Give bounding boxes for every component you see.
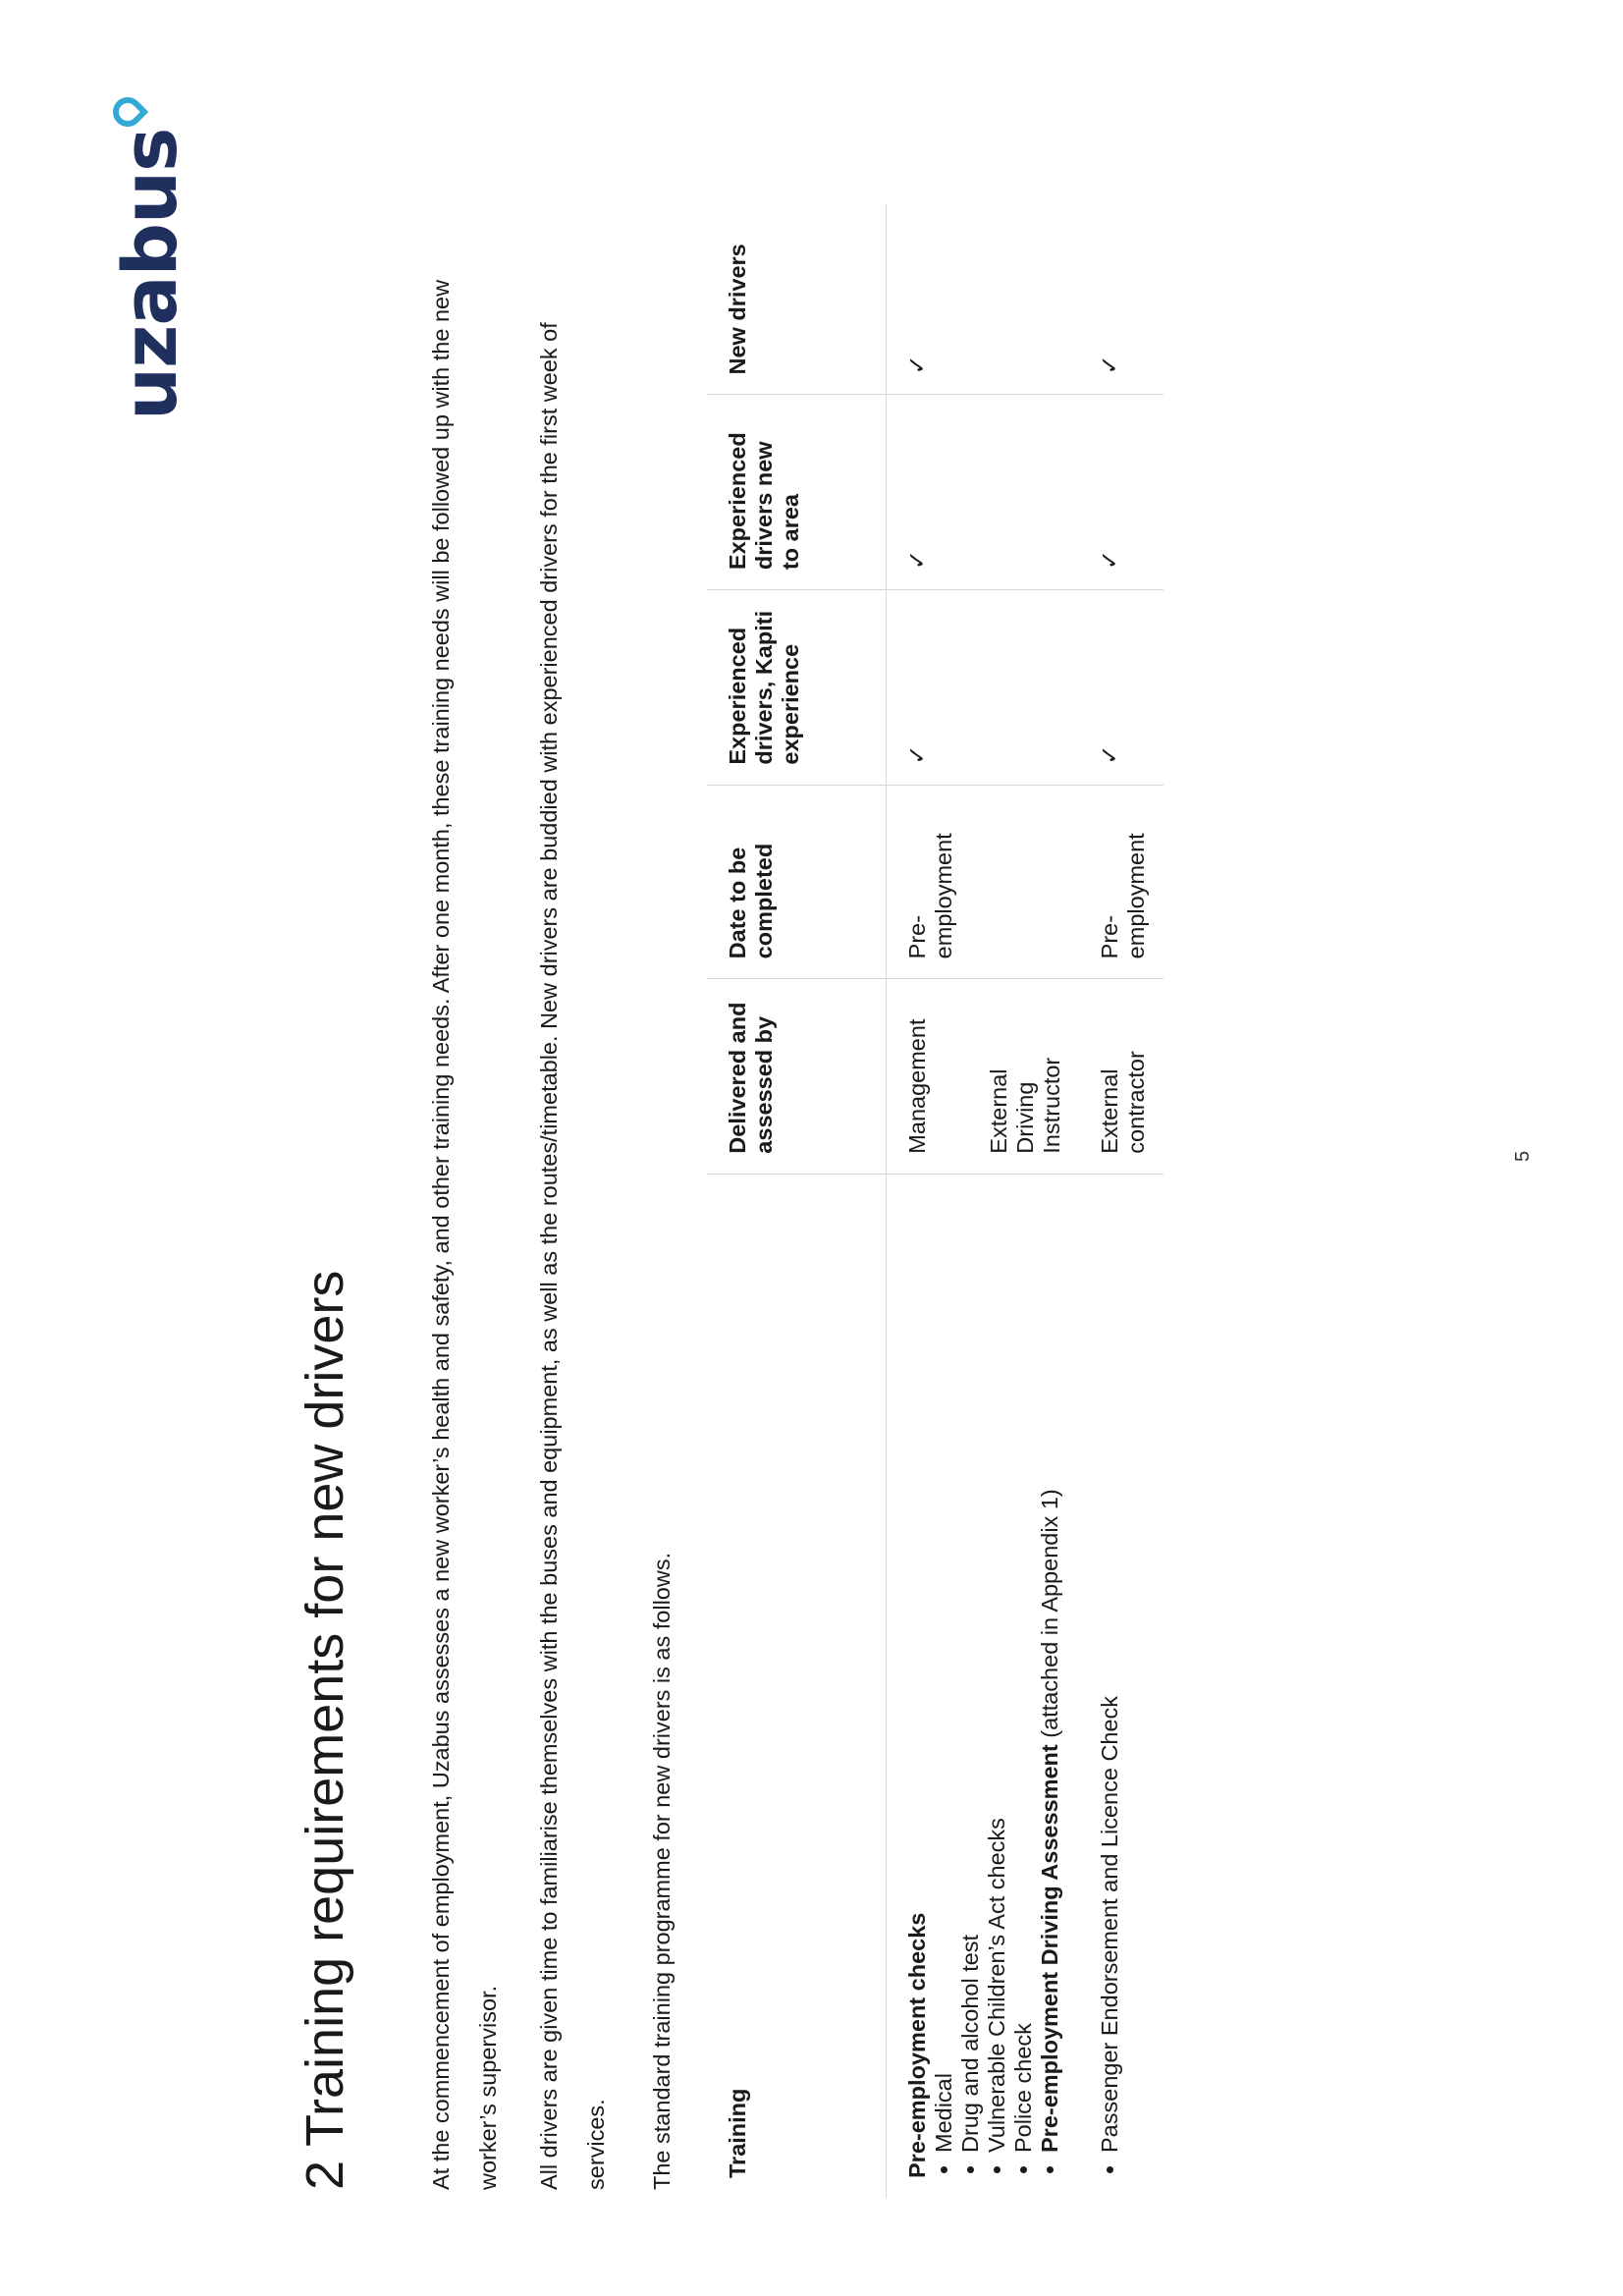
programme-intro-paragraph: The standard training programme for new drivers is as follows. xyxy=(649,1552,675,2190)
exp-new-area-cell xyxy=(887,395,1080,590)
logo-text: uzabus xyxy=(106,128,193,420)
exp-kapiti-cell xyxy=(1079,590,1163,786)
intro-paragraph: At the commencement of employment, Uzabus assesses a new worker’s health and safety, and other training needs. After one month, these training needs will be followed up with the new worker’s supervisor. xyxy=(428,279,501,2190)
list-item xyxy=(1037,1194,1063,2153)
list-item: • Police check xyxy=(1010,1194,1037,2153)
table-row xyxy=(1079,204,1163,2198)
new-drivers-cell xyxy=(887,204,1080,395)
delivered-by-cell xyxy=(887,979,1080,1174)
header-delivered-by: Delivered and assessed by xyxy=(707,979,887,1174)
list-item: • Vulnerable Children’s Act checks xyxy=(984,1194,1010,2153)
new-drivers-cell xyxy=(1079,204,1163,395)
checkmark-icon: ✓ xyxy=(904,355,931,375)
exp-kapiti-cell xyxy=(887,590,1080,786)
delivered-by-management: Management xyxy=(904,1018,930,1154)
training-item-list xyxy=(931,1194,1063,2178)
header-experienced-kapiti: Experienced drivers, Kapiti experience xyxy=(707,590,887,786)
exp-new-area-cell xyxy=(1079,395,1163,590)
group-title: Pre-employment checks xyxy=(904,1912,930,2178)
training-table xyxy=(707,204,1163,2198)
header-date: Date to be completed xyxy=(707,785,887,979)
list-item: • Medical xyxy=(931,1194,957,2153)
checkmark-icon: ✓ xyxy=(904,744,931,765)
page-number: 5 xyxy=(1512,1150,1534,1162)
date-cell: Pre-employment xyxy=(887,785,1080,979)
checkmark-icon: ✓ xyxy=(1097,549,1123,571)
section-heading: 2 Training requirements for new drivers xyxy=(296,1270,354,2190)
delivered-by-cell: External contractor xyxy=(1079,979,1163,1174)
bold-item-suffix: (attached in Appendix 1) xyxy=(1037,1489,1062,1745)
header-experienced-new-area: Experienced drivers new to area xyxy=(707,395,887,590)
delivered-by-instructor: External Driving Instructor xyxy=(986,1057,1064,1154)
bold-item: Pre-employment Driving Assessment xyxy=(1037,1744,1062,2153)
list-item: • Passenger Endorsement and Licence Check xyxy=(1097,1194,1123,2153)
training-cell xyxy=(887,1174,1080,2198)
header-new-drivers: New drivers xyxy=(707,204,887,395)
date-cell: Pre-employment xyxy=(1079,785,1163,979)
training-cell xyxy=(1079,1174,1163,2198)
location-pin-icon xyxy=(107,90,148,132)
table-header-row xyxy=(707,204,887,2198)
header-training: Training xyxy=(707,1174,887,2198)
uzabus-logo xyxy=(106,97,193,420)
checkmark-icon: ✓ xyxy=(1097,355,1123,375)
table-row xyxy=(887,204,1080,2198)
checkmark-icon: ✓ xyxy=(1097,744,1123,765)
list-item: • Drug and alcohol test xyxy=(957,1194,984,2153)
training-item-list xyxy=(1097,1194,1123,2178)
checkmark-icon: ✓ xyxy=(904,549,931,571)
familiarisation-paragraph: All drivers are given time to familiarise themselves with the buses and equipment, as well as the routes/timetable. New drivers are buddied with experienced drivers for the first week of services. xyxy=(536,322,609,2190)
